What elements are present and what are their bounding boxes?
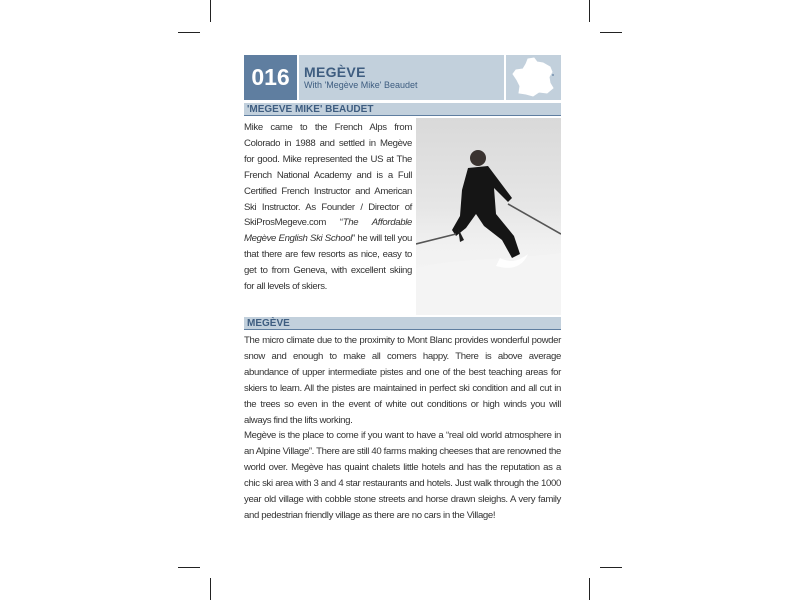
card-number: 016 <box>244 55 297 100</box>
bio-text <box>244 120 412 295</box>
map-panel <box>506 55 561 100</box>
bio-text-part: ” he will tell you that there are few resorts as nice, easy to get to from Geneva, with excellent skiing for all levels of skiers. <box>244 233 412 293</box>
resort-paragraph: The micro climate due to the proximity to Mont Blanc provides wonderful powder snow and enough to make all comers happy. There is above average abundance of upper intermediate pistes and one of the best teaching areas for skiers to learn. All the pistes are maintained in perfect ski condition and all cut in the trees so even in the event of white out conditions or high winds you will always find the lifts working. <box>244 335 561 426</box>
skier-illustration <box>416 118 561 315</box>
bio-text-part: Mike came to the French Alps from Colorado in 1988 and settled in Megève for good. Mike represented the US at The French National Academy and is a Full Certified French Instructor and American Ski Instructor. As Founder / Director of SkiProsMegeve.com “ <box>244 122 412 229</box>
crop-mark <box>178 32 200 33</box>
resort-card <box>244 55 561 545</box>
resort-paragraph: Megève is the place to come if you want to have a “real old world atmosphere in an Alpine Village”. There are still 40 farms making cheeses that are renowned the world over. Megève has quaint chalets little hotels and has the reputation as a chic ski area with 3 and 4 star restaurants and hotels. Just walk through the 1000 year old village with cobble stone streets and horse drawn sleighs. A very family and pedestrian friendly village as there are no cars in the Village! <box>244 430 561 521</box>
crop-mark <box>178 567 200 568</box>
resort-heading: MEGÈVE <box>244 317 561 330</box>
crop-mark <box>589 578 590 600</box>
france-map-icon <box>506 55 561 100</box>
card-header <box>244 55 561 100</box>
card-subtitle: With 'Megève Mike' Beaudet <box>304 80 418 90</box>
card-title: MEGÈVE <box>304 64 366 80</box>
skier-photo <box>416 118 561 315</box>
crop-mark <box>210 0 211 22</box>
bio-heading: 'MEGEVE MIKE' BEAUDET <box>244 103 561 116</box>
crop-mark <box>600 567 622 568</box>
school-name: The Affordable Megève English Ski School <box>244 217 412 245</box>
crop-mark <box>600 32 622 33</box>
crop-mark <box>210 578 211 600</box>
title-block <box>299 55 504 100</box>
resort-description <box>244 333 561 524</box>
crop-mark <box>589 0 590 22</box>
